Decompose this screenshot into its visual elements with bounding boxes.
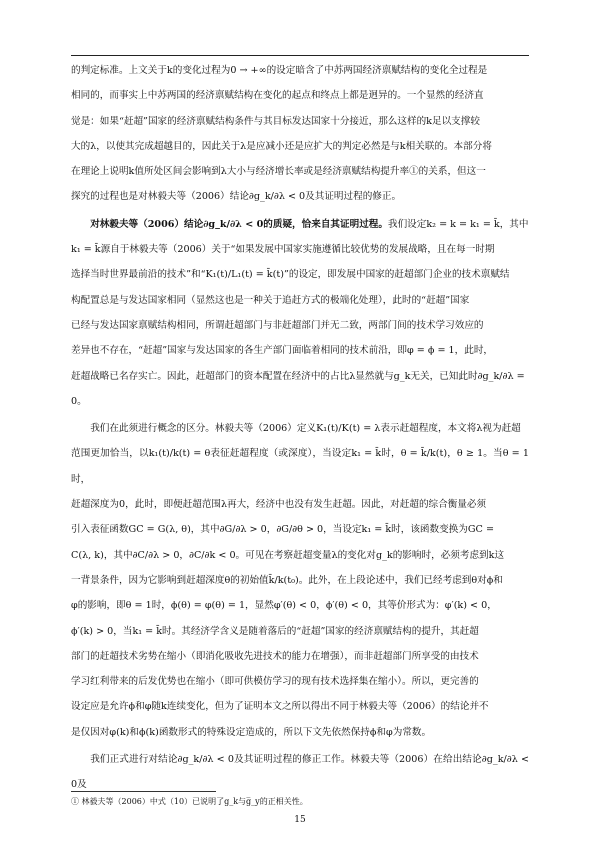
text-line: 的判定标准。上文关于k的变化过程为0 → +∞的设定暗含了中苏两国经济禀赋结构的变化全过程是 bbox=[71, 65, 488, 76]
paragraph-2 bbox=[71, 212, 529, 414]
text-line: 探究的过程也是对林毅夫等（2006）结论∂g_k/∂λ < 0及其证明过程的修正。 bbox=[71, 191, 402, 203]
page-number: 15 bbox=[294, 815, 306, 825]
text-line: 选择当时世界最前沿的技术”和“K₁(t)/L₁(t) = k̄(t)”的设定，即发展中国家的赶超部门企业的技术禀赋结 bbox=[71, 269, 510, 281]
text-span: 我们设定k₂ = k = k₁ = k̄，其中 bbox=[387, 218, 529, 230]
text-line: C(λ, k)，其中∂C/∂λ > 0，∂C/∂k < 0。可见在考察赶超变量λ的变化对g_k的影响时，必须考虑到k这 bbox=[71, 549, 505, 561]
text-line: ϕ′(k) > 0，当k₁ = k̄时。其经济学含义是随着落后的“赶超”国家的经济禀赋结构的提升，其赶超 bbox=[71, 625, 479, 637]
text-line: 我们在此须进行概念的区分。林毅夫等（2006）定义K₁(t)/K(t) = λ表示赶超程度，本文将λ视为赶超 bbox=[90, 423, 521, 435]
footnote-rule bbox=[71, 791, 216, 792]
text-line: 在理论上说明k值所处区间会影响到λ大小与经济增长率或是经济禀赋结构提升率①的关系，但这一 bbox=[71, 166, 486, 178]
bold-lead: 对林毅夫等（2006）结论∂g_k/∂λ < 0的质疑，恰来自其证明过程。 bbox=[90, 218, 388, 230]
text-line: 引入表征函数GC = G(λ, θ)，其中∂G/∂λ > 0，∂G/∂θ > 0，当设定k₁ = k̄时，该函数变换为GC = bbox=[71, 524, 494, 536]
text-line: 构配置总是与发达国家相同（显然这也是一种关于追赶方式的极端化处理），此时的“赶超”国家 bbox=[71, 294, 470, 306]
paragraph-3 bbox=[71, 416, 529, 745]
text-line bbox=[71, 212, 529, 237]
text-line: 设定应是允许ϕ和φ随k连续变化，但为了证明本文之所以得出不同于林毅夫等（2006）的结论并不 bbox=[71, 701, 489, 713]
text-line: 赶超战略已名存实亡。因此，赶超部门的资本配置在经济中的占比λ显然就与g_k无关，已知此时∂g_k/∂λ = bbox=[71, 370, 525, 382]
text-line: 赶超深度为0，此时，即便赶超范围λ再大，经济中也没有发生赶超。因此，对赶超的综合衡量必须 bbox=[71, 499, 487, 511]
header-rule bbox=[71, 55, 529, 56]
text-line: 部门的赶超技术劣势在缩小（即消化吸收先进技术的能力在增强），而非赶超部门所享受的由技术 bbox=[71, 650, 479, 662]
text-line: 0。 bbox=[71, 395, 87, 407]
text-line: φ的影响，即θ = 1时，ϕ(θ) = φ(θ) = 1，显然φ′(θ) < 0，ϕ′(θ) < 0，其等价形式为：φ′(k) < 0， bbox=[71, 600, 497, 612]
text-line: k₁ = k̄源自于林毅夫等（2006）关于“如果发展中国家实施遵循比较优势的发展战略，且在每一时期 bbox=[71, 244, 495, 256]
page-body bbox=[71, 58, 529, 798]
text-line: 觉是：如果“赶超”国家的经济禀赋结构条件与其目标发达国家十分接近，那么这样的k足以支撑较 bbox=[71, 115, 480, 127]
text-line: 已经与发达国家禀赋结构相同，所谓赶超部门与非赶超部门并无二致，两部门间的技术学习效应的 bbox=[71, 319, 484, 331]
text-line: 一背景条件，因为它影响到赶超深度θ的初始值k̄/k(t₀)。此外，在上段论述中，我们已经考虑到θ对ϕ和 bbox=[71, 574, 503, 586]
footnote: ① 林毅夫等（2006）中式（10）已说明了g_k与g̅_y的正相关性。 bbox=[71, 797, 308, 806]
text-line: 我们正式进行对结论∂g_k/∂λ < 0及其证明过程的修正工作。林毅夫等（2006）在给出结论∂g_k/∂λ < 0及 bbox=[71, 754, 529, 791]
text-line: 相同的，而事实上中苏两国的经济禀赋结构在变化的起点和终点上都是迥异的。一个显然的经济直 bbox=[71, 90, 484, 102]
text-line: 学习红利带来的后发优势也在缩小（即可供模仿学习的现有技术选择集在缩小）。所以，更完善的 bbox=[71, 676, 479, 688]
paragraph-1 bbox=[71, 58, 529, 210]
text-line: 范围更加恰当，以k₁(t)/k(t) = θ表征赶超程度（或深度），当设定k₁ = k̄时，θ = k̄/k(t)，θ ≥ 1。当θ = 1时， bbox=[71, 448, 529, 485]
text-line: 大的λ，以使其完成超越目的，因此关于λ是应减小还是应扩大的判定必然是与k相关联的。本部分将 bbox=[71, 140, 492, 152]
text-line: 差异也不存在，“赶超”国家与发达国家的各生产部门面临着相同的技术前沿，即φ = ϕ = 1，此时， bbox=[71, 345, 494, 357]
text-line: 是仅因对φ(k)和ϕ(k)函数形式的特殊设定造成的，所以下文先依然保持ϕ和φ为常数。 bbox=[71, 726, 432, 738]
